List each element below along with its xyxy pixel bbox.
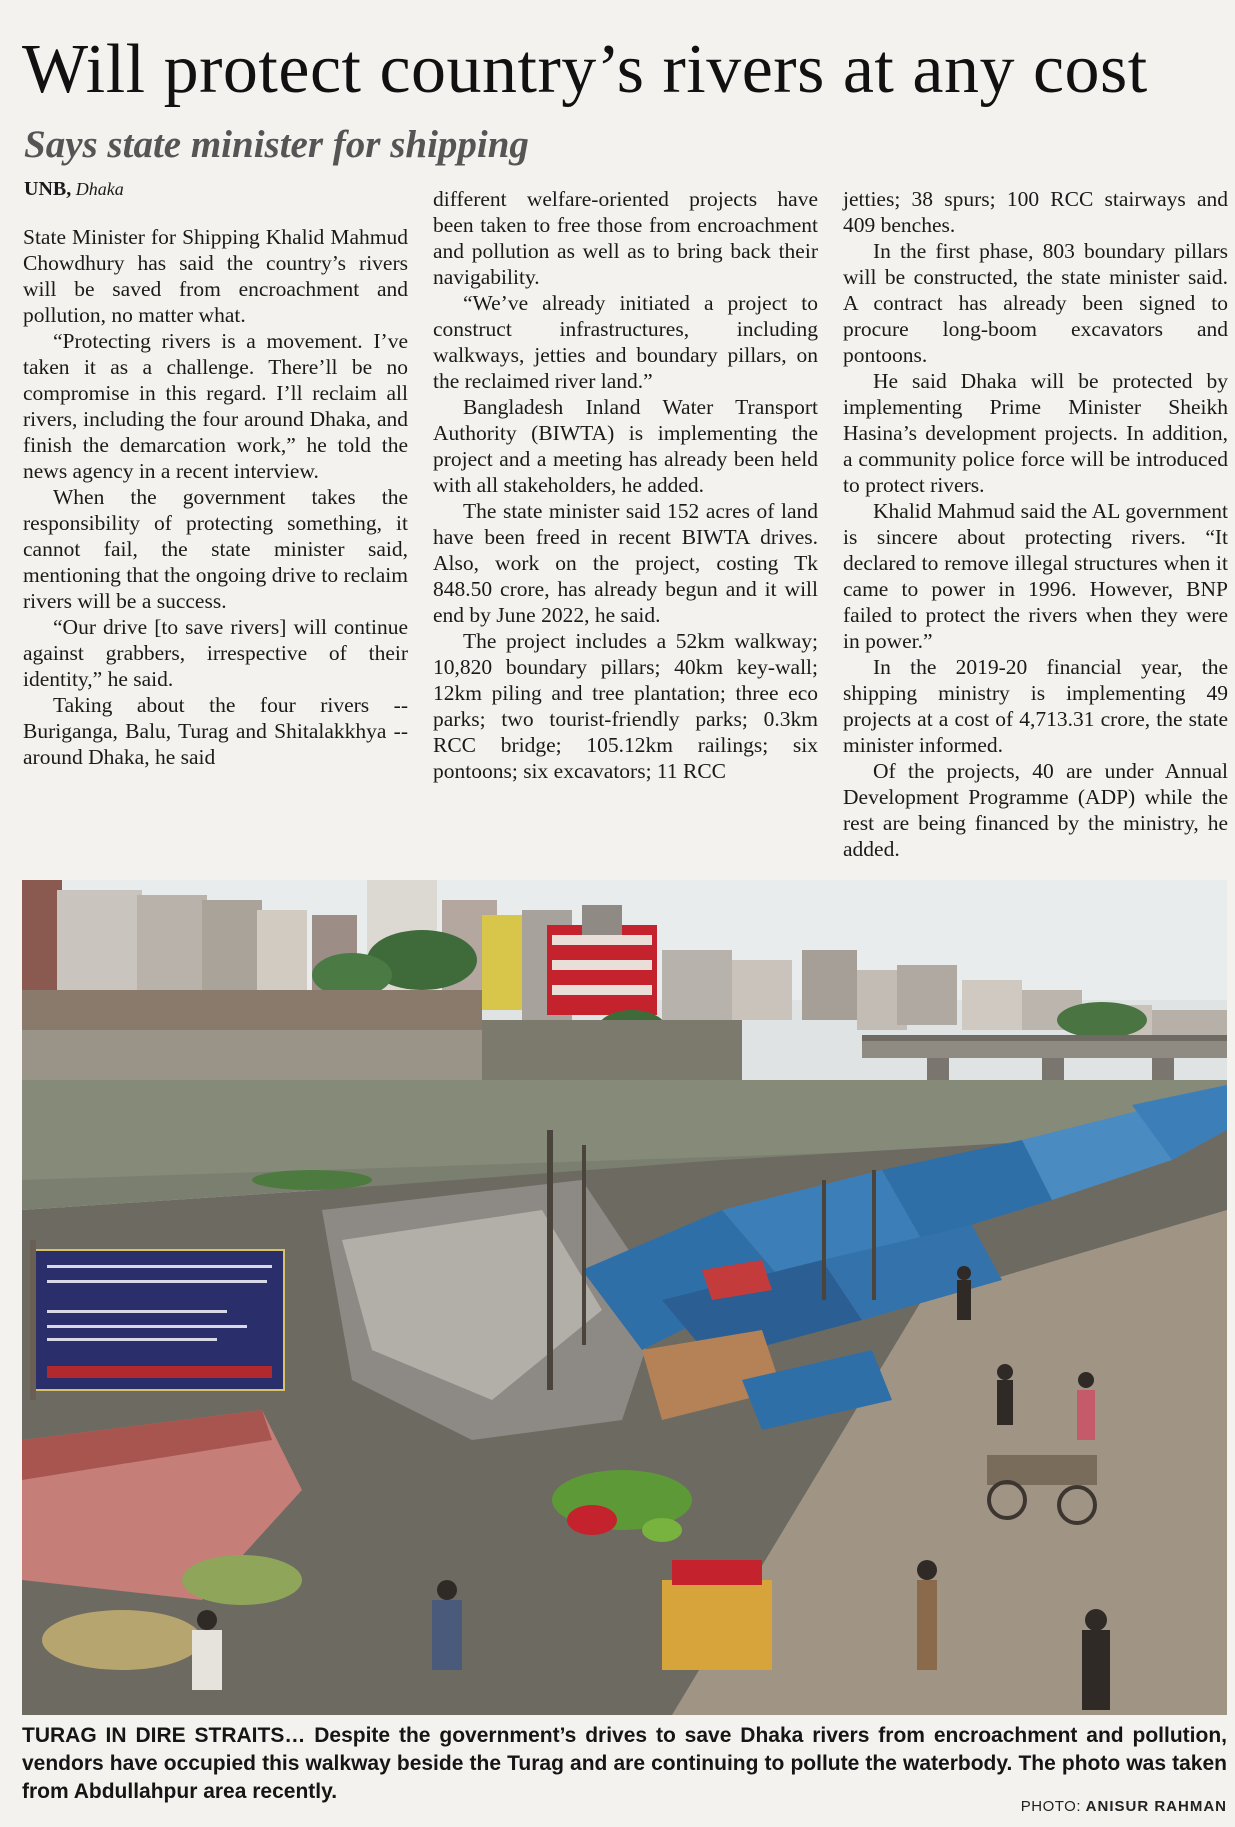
byline	[24, 178, 124, 201]
paragraph: State Minister for Shipping Khalid Mahmud Chowdhury has said the country’s rivers will be saved from encroachment and pollution, no matter what.	[23, 225, 408, 327]
paragraph: “We’ve already initiated a project to construct infrastructures, including walkways, jetties and boundary pillars, on the reclaimed river land.”	[433, 291, 818, 393]
article-column-1	[23, 224, 408, 770]
article-column-3	[843, 186, 1228, 862]
subheadline: Says state minister for shipping	[24, 123, 529, 166]
paragraph: different welfare-oriented projects have been taken to free those from encroachment and pollution as well as to bring back their navigability.	[433, 187, 818, 289]
caption-text: Despite the government’s drives to save Dhaka rivers from encroachment and pollution, vendors have occupied this walkway beside the Turag and are continuing to pollute the waterbody. The photo was taken from Abdullahpur area recently.	[22, 1724, 1227, 1803]
paragraph: He said Dhaka will be protected by implementing Prime Minister Sheikh Hasina’s development projects. In addition, a community police force will be introduced to protect rivers.	[843, 369, 1228, 497]
river-market-illustration	[22, 880, 1227, 1715]
paragraph: jetties; 38 spurs; 100 RCC stairways and 409 benches.	[843, 187, 1228, 237]
credit-label: PHOTO:	[1020, 1798, 1081, 1815]
paragraph: “Protecting rivers is a movement. I’ve taken it as a challenge. There’ll be no compromise in this regard. I’ll reclaim all rivers, including the four around Dhaka, and finish the demarcation work,” he told the news agency in a recent interview.	[23, 329, 408, 483]
headline: Will protect country’s rivers at any cost	[22, 31, 1148, 108]
photo-credit	[1021, 1798, 1227, 1815]
signboard	[30, 1240, 284, 1400]
paragraph: Khalid Mahmud said the AL government is sincere about protecting rivers. “It declared to remove illegal structures when it came to power in 1996. However, BNP failed to protect the rivers when they were in power.”	[843, 499, 1228, 653]
news-photo	[22, 880, 1227, 1715]
paragraph: In the 2019-20 financial year, the shipping ministry is implementing 49 projects at a cost of 4,713.31 crore, the state minister informed.	[843, 655, 1228, 757]
paragraph: In the first phase, 803 boundary pillars will be constructed, the state minister said. A contract has already been signed to procure long-boom excavators and pontoons.	[843, 239, 1228, 367]
caption-lead: TURAG IN DIRE STRAITS…	[22, 1724, 306, 1747]
paragraph: The state minister said 152 acres of land have been freed in recent BIWTA drives. Also, work on the project, costing Tk 848.50 crore, has already begun and it will end by June 2022, he said.	[433, 499, 818, 627]
paragraph: Of the projects, 40 are under Annual Development Programme (ADP) while the rest are being financed by the ministry, he added.	[843, 759, 1228, 861]
credit-name: ANISUR RAHMAN	[1085, 1798, 1227, 1815]
article-column-2	[433, 186, 818, 784]
paragraph: When the government takes the responsibility of protecting something, it cannot fail, the state minister said, mentioning that the ongoing drive to reclaim rivers will be a success.	[23, 485, 408, 613]
paragraph: Bangladesh Inland Water Transport Authority (BIWTA) is implementing the project and a meeting has already been held with all stakeholders, he added.	[433, 395, 818, 497]
photo-caption	[22, 1722, 1227, 1806]
paragraph: “Our drive [to save rivers] will continue against grabbers, irrespective of their identity,” he said.	[23, 615, 408, 691]
paragraph: The project includes a 52km walkway; 10,820 boundary pillars; 40km key-wall; 12km piling and tree plantation; three eco parks; two tourist-friendly parks; 0.3km RCC bridge; 105.12km railings; six pontoons; six excavators; 11 RCC	[433, 629, 818, 783]
byline-agency: UNB,	[24, 178, 72, 200]
paragraph: Taking about the four rivers -- Buriganga, Balu, Turag and Shitalakkhya -- around Dhaka, he said	[23, 693, 408, 769]
byline-location: Dhaka	[75, 179, 124, 199]
